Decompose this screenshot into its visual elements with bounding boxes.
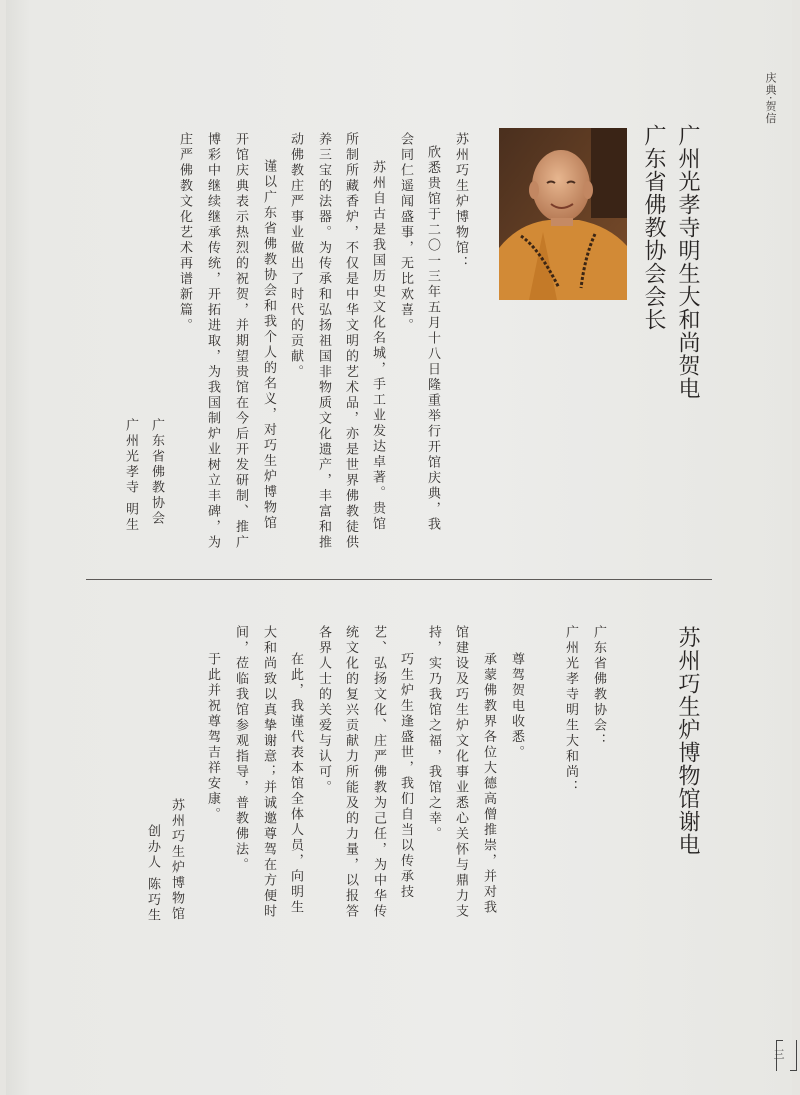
bottom-signature-org: 苏州巧生炉博物馆 — [169, 798, 184, 922]
top-body-column: 苏州自古是我国历史文化名城，手工业发达卓著。贵馆 — [370, 160, 385, 532]
bottom-body-column: 承蒙佛教界各位大德高僧推崇，并对我 — [481, 652, 496, 916]
header-tagline: 庆典·贺信 — [764, 72, 777, 125]
bottom-body-column: 尊驾贺电收悉。 — [509, 652, 524, 761]
bottom-body-column: 广州光孝寺明生大和尚： — [563, 625, 578, 796]
top-body-column: 庄严佛教文化艺术再谱新篇。 — [177, 132, 192, 334]
top-title-line2: 广州光孝寺明生大和尚贺电 — [675, 124, 700, 400]
page-number-bracket-right — [790, 1040, 797, 1071]
top-signature-org: 广东省佛教协会 — [149, 418, 164, 527]
top-body-column: 养三宝的法器。为传承和弘扬祖国非物质文化遗产，丰富和推 — [316, 132, 331, 551]
top-body-column: 会同仁遥闻盛事，无比欢喜。 — [398, 132, 413, 334]
top-body-column: 所制所藏香炉，不仅是中华文明的艺术品，亦是世界佛教徒供 — [343, 132, 358, 551]
top-signature-name: 广州光孝寺 明生 — [123, 418, 138, 534]
bottom-signature-name: 创办人 陈巧生 — [145, 824, 160, 924]
bottom-body-column: 统文化的复兴贡献力所能及的力量，以报答 — [343, 625, 358, 920]
page-number: 三 — [773, 1048, 785, 1061]
bottom-body-column: 于此并祝尊驾吉祥安康。 — [205, 652, 220, 823]
top-body-column: 谨以广东省佛教协会和我个人的名义，对巧生炉博物馆 — [261, 159, 276, 531]
bottom-body-column: 在此，我谨代表本馆全体人员，向明生 — [288, 652, 303, 916]
top-body-column: 博彩中继续继承传统，开拓进取，为我国制炉业树立丰碑，为 — [205, 132, 220, 551]
bottom-body-column: 艺、弘扬文化、庄严佛教为己任，为中华传 — [371, 625, 386, 920]
top-body-column: 开馆庆典表示热烈的祝贺，并期望贵馆在今后开发研制、推广 — [233, 132, 248, 551]
bottom-body-column: 持，实乃我馆之福，我馆之幸。 — [426, 625, 441, 842]
bottom-body-column: 各界人士的关爱与认可。 — [316, 625, 331, 796]
monk-portrait-photo — [499, 128, 627, 300]
bottom-body-column: 间，莅临我馆参观指导，普教佛法。 — [233, 625, 248, 873]
bottom-body-column: 馆建设及巧生炉文化事业悉心关怀与鼎力支 — [453, 625, 468, 920]
bottom-body-column: 巧生炉生逢盛世，我们自当以传承技 — [398, 652, 413, 900]
bottom-body-column: 大和尚致以真挚谢意；并诚邀尊驾在方便时 — [261, 625, 276, 920]
bottom-title: 苏州巧生炉博物馆谢电 — [675, 626, 700, 856]
section-divider — [86, 579, 712, 580]
top-body-column: 欣悉贵馆于二〇一三年五月十八日隆重举行开馆庆典，我 — [425, 145, 440, 533]
top-title-line1: 广东省佛教协会会长 — [641, 124, 666, 331]
top-body-column: 动佛教庄严事业做出了时代的贡献。 — [288, 132, 303, 380]
top-body-column: 苏州巧生炉博物馆： — [453, 132, 468, 272]
bottom-body-column: 广东省佛教协会： — [591, 625, 606, 749]
